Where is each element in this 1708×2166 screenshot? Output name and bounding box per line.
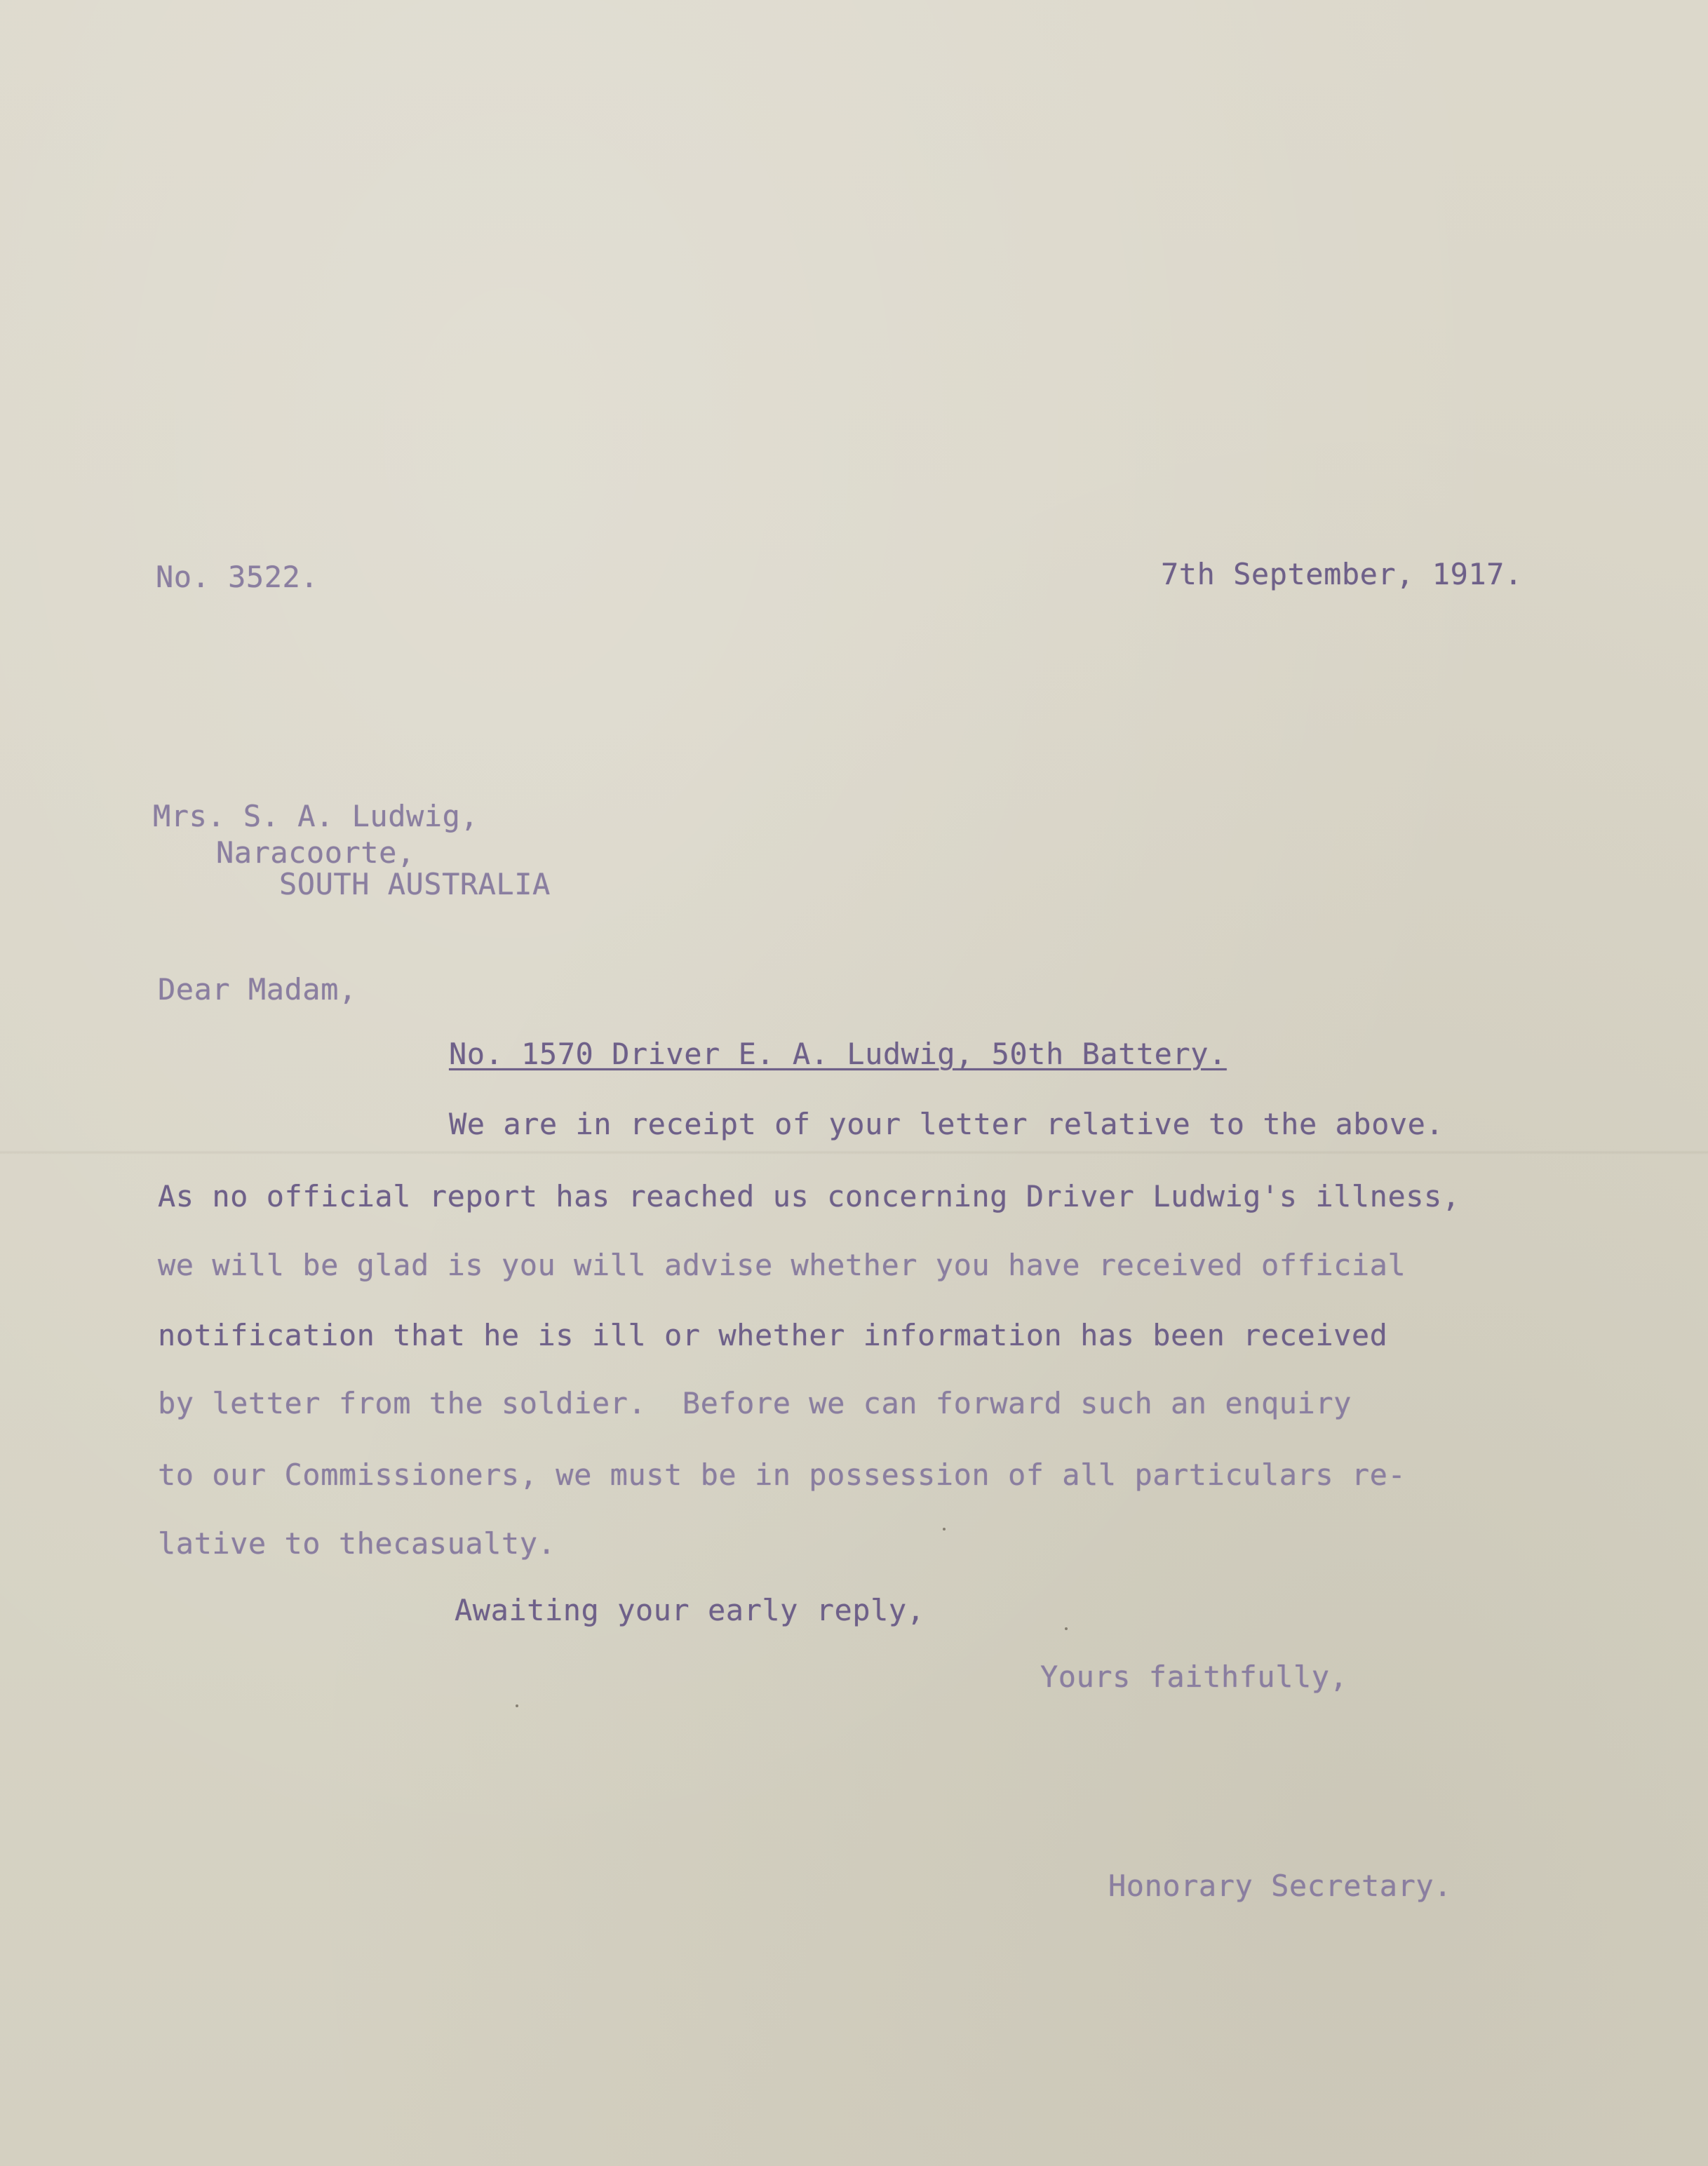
letter-date: 7th September, 1917. [1161,557,1523,591]
body-line-3: we will be glad is you will advise whether you have received official [158,1248,1406,1282]
paper-fold [0,1150,1708,1155]
closing-line: Awaiting your early reply, [455,1593,925,1627]
paper-speck [516,1704,518,1707]
paper-speck [943,1528,946,1531]
body-line-6: to our Commissioners, we must be in possession of all particulars re- [158,1458,1406,1492]
signatory-title: Honorary Secretary. [1108,1869,1452,1903]
body-line-1: We are in receipt of your letter relative to the above. [449,1107,1444,1141]
salutation: Dear Madam, [158,972,357,1007]
subject-line: No. 1570 Driver E. A. Ludwig, 50th Battery. [449,1037,1227,1071]
body-line-7: lative to thecasualty. [158,1526,556,1561]
body-line-4: notification that he is ill or whether information has been received [158,1318,1388,1352]
paper-speck [1065,1627,1068,1630]
body-line-2: As no official report has reached us concerning Driver Ludwig's illness, [158,1179,1460,1213]
reference-number: No. 3522. [156,560,319,594]
recipient-state: SOUTH AUSTRALIA [279,867,551,901]
valediction: Yours faithfully, [1040,1660,1348,1694]
recipient-town: Naracoorte, [216,835,415,870]
body-line-5: by letter from the soldier. Before we can forward such an enquiry [158,1386,1352,1420]
recipient-name: Mrs. S. A. Ludwig, [153,799,479,833]
